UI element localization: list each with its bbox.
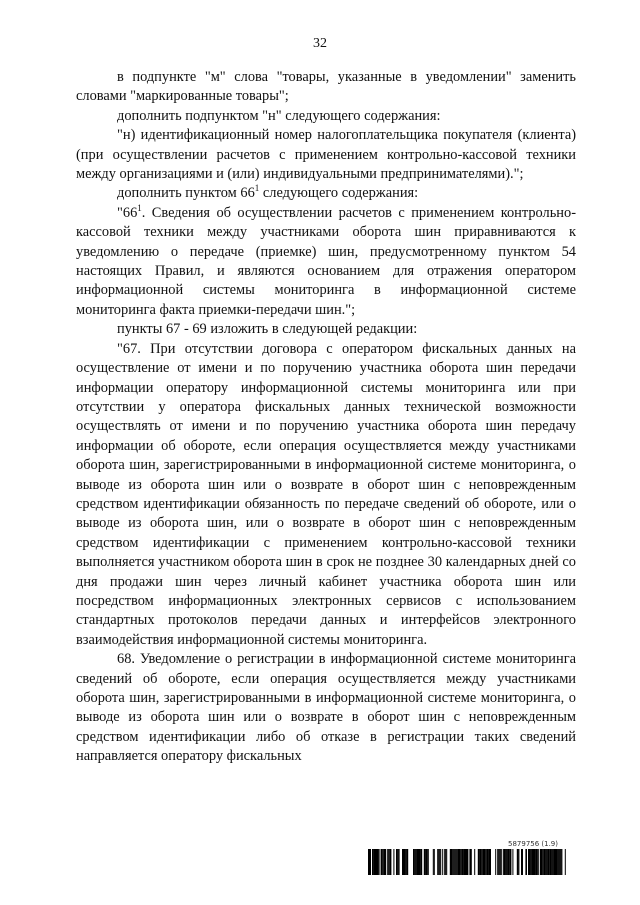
paragraph: "н) идентификационный номер налогоплательщика покупателя (клиента) (при осуществлении расчетов с применением контрольно-кассовой техники между организациями и (или) индивидуальными предпринимателями)."; xyxy=(76,127,576,183)
paragraph xyxy=(76,184,576,203)
paragraph: дополнить подпунктом "н" следующего содержания: xyxy=(117,107,441,124)
paragraph-text: "66 xyxy=(117,204,138,221)
paragraph-text: следующего содержания: xyxy=(259,185,419,202)
barcode-icon xyxy=(368,849,568,875)
document-code: 5879756 (1.9) xyxy=(508,840,558,848)
page-number: 32 xyxy=(313,36,327,51)
paragraph: в подпункте "м" слова "товары, указанные в уведомлении" заменить словами "маркированные товары"; xyxy=(76,69,576,105)
paragraph xyxy=(76,204,576,320)
superscript: 1 xyxy=(254,183,260,194)
superscript: 1 xyxy=(137,203,142,214)
paragraph: "67. При отсутствии договора с оператором фискальных данных на осуществление от имени и по поручению участника оборота шин передачи информации оператору информационной системы мониторинга или при отсутствии у оператора фискальных данных технической возможности осуществлять от имени и по поручению участника оборота шин передачу информации об обороте, если операция осуществляется между участниками оборота шин, зарегистрированными в информационной системе мониторинга, о выводе из оборота шин или о возврате в оборот шин с неповрежденным средством идентификации обязанность по передаче сведений об обороте, или о выводе из оборота шин, или о возврате в оборот шин с неповрежденным средством идентификации с применением контрольно-кассовой техники выполняется участником оборота шин в срок не позднее 30 календарных дней со дня продажи шин через личный кабинет участника оборота шин или посредством информационных электронных сервисов с использованием стандартных протоколов передачи данных и интерфейсов электронного взаимодействия информационной системы мониторинга. xyxy=(76,340,576,648)
paragraph: пункты 67 - 69 изложить в следующей редакции: xyxy=(117,321,418,338)
document-body xyxy=(76,68,576,767)
paragraph-text: . Сведения об осуществлении расчетов с применением контрольно-кассовой техники между участниками оборота шин приравниваются к уведомлению о передаче (приемке) шин, предусмотренному пунктом 54 настоящих Правил, и являются основанием для отражения оператором информационной системы мониторинга в информационной системе мониторинга факта приемки-передачи шин."; xyxy=(76,204,576,318)
paragraph-text: дополнить пунктом 66 xyxy=(117,185,255,202)
paragraph: 68. Уведомление о регистрации в информационной системе мониторинга сведений об обороте, если операция осуществляется между участниками оборота шин, зарегистрированными в информационной системе мониторинга, о выводе из оборота шин или о возврате в оборот шин с неповрежденным средством идентификации либо об отказе в регистрации таких сведений направляется оператору фискальных xyxy=(76,651,576,765)
